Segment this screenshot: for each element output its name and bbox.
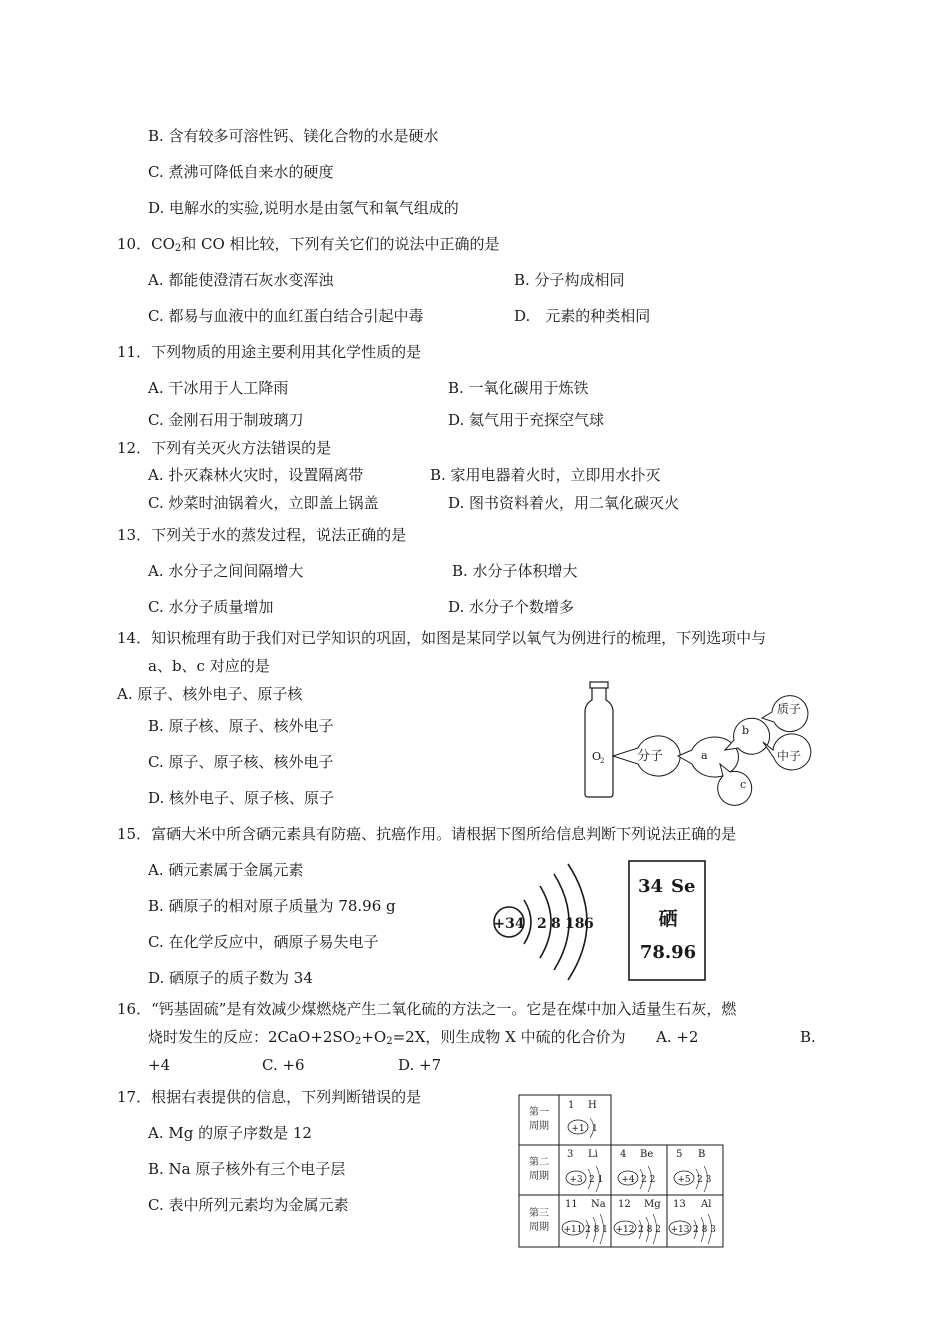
q11-option-b: B. 一氧化碳用于炼铁 xyxy=(448,379,589,397)
selenium-name: 硒 xyxy=(658,908,678,930)
q17-option-c: C. 表中所列元素均为金属元素 xyxy=(148,1196,349,1214)
mg-number: 12 xyxy=(618,1199,631,1210)
selenium-element-card xyxy=(628,860,708,982)
q12-stem: 12．下列有关灭火方法错误的是 xyxy=(117,439,332,457)
q10-stem-text: 和 CO 相比较，下列有关它们的说法中正确的是 xyxy=(181,235,500,253)
al-electrons: 2 8 3 xyxy=(693,1225,716,1235)
element-cell-mg xyxy=(614,1199,661,1244)
be-number: 4 xyxy=(620,1149,627,1160)
q10-co2-subscript: 2 xyxy=(174,243,182,254)
period-1-label-line2: 周期 xyxy=(529,1121,549,1132)
bottle-label: O xyxy=(592,750,602,763)
al-nucleus: +13 xyxy=(670,1225,690,1235)
h-symbol: H xyxy=(588,1100,597,1111)
q15-option-a: A. 硒元素属于金属元素 xyxy=(148,861,304,879)
q16-equation-part1: 烧时发生的反应：2CaO+2SO xyxy=(148,1028,355,1046)
q9-option-d: D. 电解水的实验,说明水是由氢气和氧气组成的 xyxy=(148,199,459,217)
q12-option-c: C. 炒菜时油锅着火，立即盖上锅盖 xyxy=(148,494,379,512)
q17-option-a: A. Mg 的原子序数是 12 xyxy=(148,1124,312,1142)
q14-stem-line1: 14．知识梳理有助于我们对已学知识的巩固，如图是某同学以氧气为例进行的梳理，下列选项中与 xyxy=(117,629,767,647)
q12-option-b: B. 家用电器着火时，立即用水扑灭 xyxy=(430,466,661,484)
na-electrons: 2 8 1 xyxy=(585,1225,608,1235)
oxygen-concept-map xyxy=(580,676,820,806)
q11-option-a: A. 干冰用于人工降雨 xyxy=(148,379,289,397)
q16-equation-part2: +O xyxy=(361,1028,387,1046)
shell-arc-1 xyxy=(524,900,531,944)
period-1-label-line1: 第一 xyxy=(529,1107,549,1118)
q16-stem-line1: 16．“钙基固硫”是有效减少煤燃烧产生二氧化硫的方法之一。它是在煤中加入适量生石灰，燃 xyxy=(117,1000,737,1018)
b-number: 5 xyxy=(676,1149,683,1160)
shell-3-electrons: 18 xyxy=(565,916,585,932)
b-symbol: B xyxy=(698,1149,706,1160)
q13-option-c: C. 水分子质量增加 xyxy=(148,598,274,616)
q15-option-c: C. 在化学反应中，硒原子易失电子 xyxy=(148,933,379,951)
q12-option-a: A. 扑灭森林火灾时，设置隔离带 xyxy=(148,466,364,484)
selenium-atomic-mass: 78.96 xyxy=(639,942,697,963)
li-nucleus: +3 xyxy=(569,1175,583,1185)
al-number: 13 xyxy=(673,1199,686,1210)
selenium-atom-structure xyxy=(490,856,610,986)
mg-symbol: Mg xyxy=(644,1199,661,1210)
element-cell-li xyxy=(566,1149,603,1192)
c-bubble xyxy=(718,764,752,805)
q16-stem-line2 xyxy=(148,1027,626,1047)
al-symbol: Al xyxy=(701,1199,712,1210)
q10-option-b: B. 分子构成相同 xyxy=(514,271,625,289)
a-label: a xyxy=(701,749,708,762)
q16-option-d: D. +7 xyxy=(398,1056,442,1074)
mg-electrons: 2 8 2 xyxy=(638,1225,661,1235)
li-electrons: 2 1 xyxy=(589,1175,604,1185)
li-symbol: Li xyxy=(588,1149,598,1160)
molecule-label: 分子 xyxy=(637,749,664,764)
li-number: 3 xyxy=(567,1149,574,1160)
element-cell-h xyxy=(568,1100,598,1138)
q14-stem-line2: a、b、c 对应的是 xyxy=(148,657,270,675)
q10-co2: CO xyxy=(151,235,175,253)
b-label: b xyxy=(742,724,750,737)
selenium-nucleus-charge: +34 xyxy=(493,916,525,932)
neutron-label: 中子 xyxy=(777,749,802,763)
q16-equation-part3: =2X，则生成物 X 中硫的化合价为 xyxy=(392,1028,626,1046)
q13-option-d: D. 水分子个数增多 xyxy=(448,598,575,616)
q16-option-b-value: +4 xyxy=(148,1056,171,1074)
period-3-label-line1: 第三 xyxy=(529,1208,549,1219)
be-nucleus: +4 xyxy=(621,1175,635,1185)
element-cell-be xyxy=(618,1149,655,1192)
q11-option-c: C. 金刚石用于制玻璃刀 xyxy=(148,411,304,429)
shell-1-electrons: 2 xyxy=(537,916,547,932)
h-number: 1 xyxy=(568,1100,575,1111)
h-electrons: 1 xyxy=(592,1124,598,1134)
q16-option-a: A. +2 xyxy=(656,1028,699,1046)
bottle-label-subscript: 2 xyxy=(600,757,605,765)
q11-option-d: D. 氦气用于充探空气球 xyxy=(448,411,605,429)
selenium-symbol: Se xyxy=(671,876,696,897)
b-electrons: 2 3 xyxy=(697,1175,712,1185)
shell-2-electrons: 8 xyxy=(551,916,561,932)
q9-option-c: C. 煮沸可降低自来水的硬度 xyxy=(148,163,334,181)
q10-number: 10． xyxy=(117,235,152,253)
q13-stem: 13．下列关于水的蒸发过程，说法正确的是 xyxy=(117,526,407,544)
c-label: c xyxy=(740,778,747,791)
q10-stem xyxy=(117,234,500,254)
b-nucleus: +5 xyxy=(677,1175,691,1185)
q9-option-b: B. 含有较多可溶性钙、镁化合物的水是硬水 xyxy=(148,127,439,145)
q13-option-b: B. 水分子体积增大 xyxy=(452,562,578,580)
q16-o2-subscript: 2 xyxy=(386,1036,393,1047)
q15-stem: 15．富硒大米中所含硒元素具有防癌、抗癌作用。请根据下图所给信息判断下列说法正确的是 xyxy=(117,825,737,843)
q10-option-a: A. 都能使澄清石灰水变浑浊 xyxy=(148,271,334,289)
q14-option-c: C. 原子、原子核、核外电子 xyxy=(148,753,334,771)
element-cell-b xyxy=(674,1149,712,1192)
q10-option-d: D. 元素的种类相同 xyxy=(514,307,651,325)
q13-option-a: A. 水分子之间间隔增大 xyxy=(148,562,304,580)
q17-stem: 17．根据右表提供的信息，下列判断错误的是 xyxy=(117,1088,422,1106)
be-symbol: Be xyxy=(640,1149,654,1160)
q14-option-b: B. 原子核、原子、核外电子 xyxy=(148,717,334,735)
period-2-label-line2: 周期 xyxy=(529,1171,549,1182)
q16-so2-subscript: 2 xyxy=(354,1036,362,1047)
q17-option-b: B. Na 原子核外有三个电子层 xyxy=(148,1160,346,1178)
be-electrons: 2 2 xyxy=(641,1175,656,1185)
oxygen-bottle xyxy=(585,682,613,797)
h-nucleus: +1 xyxy=(571,1124,585,1134)
q14-option-a: A. 原子、核外电子、原子核 xyxy=(117,685,303,703)
q16-option-b-letter: B. xyxy=(800,1028,816,1046)
periodic-table-excerpt xyxy=(518,1094,726,1250)
element-cell-al xyxy=(669,1199,716,1244)
element-cell-na xyxy=(562,1199,608,1244)
q15-option-b: B. 硒原子的相对原子质量为 78.96 g xyxy=(148,897,396,915)
q14-option-d: D. 核外电子、原子核、原子 xyxy=(148,789,335,807)
q12-option-d: D. 图书资料着火，用二氧化碳灭火 xyxy=(448,494,680,512)
q11-stem: 11．下列物质的用途主要利用其化学性质的是 xyxy=(117,343,422,361)
q15-option-d: D. 硒原子的质子数为 34 xyxy=(148,969,313,987)
na-nucleus: +11 xyxy=(563,1225,583,1235)
period-2-label-line1: 第二 xyxy=(529,1157,549,1168)
proton-label: 质子 xyxy=(777,702,802,716)
selenium-atomic-number: 34 xyxy=(638,876,664,897)
na-symbol: Na xyxy=(591,1199,606,1210)
period-3-label-line2: 周期 xyxy=(529,1222,549,1233)
na-number: 11 xyxy=(565,1199,578,1210)
q10-option-c: C. 都易与血液中的血红蛋白结合引起中毒 xyxy=(148,307,424,325)
q16-option-c: C. +6 xyxy=(262,1056,305,1074)
mg-nucleus: +12 xyxy=(615,1225,635,1235)
shell-4-electrons: 6 xyxy=(584,916,594,932)
